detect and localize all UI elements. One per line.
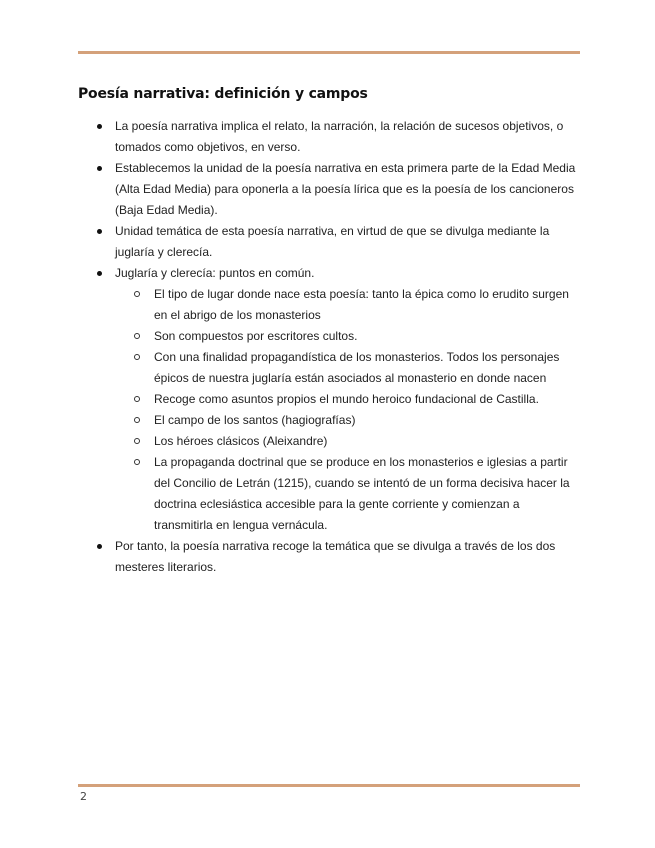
list-item-text: La poesía narrativa implica el relato, la narración, la relación de sucesos objetivos, o tomados como objetivos, en verso. — [115, 119, 564, 154]
sub-bullet-list — [115, 284, 580, 536]
list-item — [78, 221, 580, 263]
sub-list-item-text: Con una finalidad propagandística de los monasterios. Todos los personajes épicos de nuestra juglaría están asociados al monasterio en donde nacen — [154, 350, 560, 385]
bullet-dot-icon — [97, 229, 102, 234]
sub-list-item-text: El campo de los santos (hagiografías) — [154, 413, 356, 427]
circle-bullet-icon — [134, 417, 140, 423]
list-item — [78, 536, 580, 578]
sub-list-item — [115, 452, 580, 536]
sub-list-item — [115, 431, 580, 452]
sub-list-item — [115, 284, 580, 326]
circle-bullet-icon — [134, 396, 140, 402]
circle-bullet-icon — [134, 438, 140, 444]
bullet-list — [78, 116, 580, 578]
sub-list-item — [115, 326, 580, 347]
sub-list-item-text: El tipo de lugar donde nace esta poesía: tanto la épica como lo erudito surgen en el abrigo de los monasterios — [154, 287, 569, 322]
sub-list-item — [115, 410, 580, 431]
circle-bullet-icon — [134, 459, 140, 465]
header-rule — [78, 51, 580, 54]
list-item — [78, 263, 580, 536]
circle-bullet-icon — [134, 333, 140, 339]
list-item — [78, 116, 580, 158]
page-content — [78, 86, 580, 578]
circle-bullet-icon — [134, 354, 140, 360]
sub-list-item-text: Los héroes clásicos (Aleixandre) — [154, 434, 328, 448]
list-item-text: Unidad temática de esta poesía narrativa, en virtud de que se divulga mediante la juglaría y clerecía. — [115, 224, 550, 259]
list-item — [78, 158, 580, 221]
sub-list-item-text: Son compuestos por escritores cultos. — [154, 329, 358, 343]
footer-rule — [78, 784, 580, 787]
sub-list-item — [115, 389, 580, 410]
sub-list-item-text: Recoge como asuntos propios el mundo heroico fundacional de Castilla. — [154, 392, 539, 406]
list-item-text: Juglaría y clerecía: puntos en común. — [115, 266, 315, 280]
bullet-dot-icon — [97, 166, 102, 171]
bullet-dot-icon — [97, 544, 102, 549]
sub-list-item — [115, 347, 580, 389]
circle-bullet-icon — [134, 291, 140, 297]
list-item-text: Por tanto, la poesía narrativa recoge la temática que se divulga a través de los dos mesteres literarios. — [115, 539, 556, 574]
sub-list-item-text: La propaganda doctrinal que se produce en los monasterios e iglesias a partir del Concilio de Letrán (1215), cuando se intentó de un forma decisiva hacer la doctrina eclesiástica accesible para la gente corriente y comienzan a transmitirla en lengua vernácula. — [154, 455, 570, 532]
page-number: 2 — [80, 790, 87, 803]
bullet-dot-icon — [97, 124, 102, 129]
section-heading: Poesía narrativa: definición y campos — [78, 86, 368, 102]
list-item-text: Establecemos la unidad de la poesía narrativa en esta primera parte de la Edad Media (Alta Edad Media) para oponerla a la poesía lírica que es la poesía de los cancioneros (Baja Edad Media). — [115, 161, 576, 217]
bullet-dot-icon — [97, 271, 102, 276]
